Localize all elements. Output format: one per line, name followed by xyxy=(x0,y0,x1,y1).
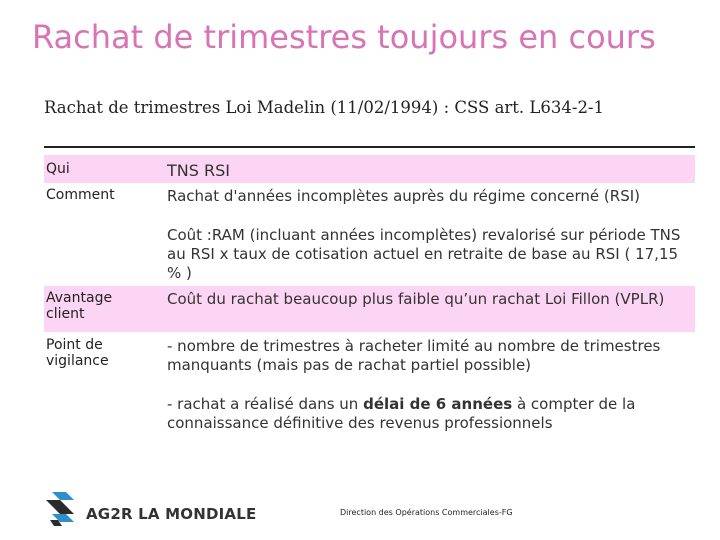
row-comment xyxy=(44,185,695,283)
divider xyxy=(44,146,695,148)
ag2r-logo-mark-icon xyxy=(42,490,84,532)
row-avantage-client xyxy=(44,286,695,332)
row-text-vigilance-2 xyxy=(167,395,692,433)
row-vigilance xyxy=(44,335,695,435)
page-subtitle: Rachat de trimestres Loi Madelin (11/02/1994) : CSS art. L634-2-1 xyxy=(44,98,605,117)
row-text-avantage: Coût du rachat beaucoup plus faible qu’un rachat Loi Fillon (VPLR) xyxy=(167,290,665,308)
vigilance-text-post: à compter de la connaissance définitive des revenus professionnels xyxy=(167,395,636,432)
row-text-qui: TNS RSI xyxy=(167,161,230,180)
vigilance-text-pre: - rachat a réalisé dans un xyxy=(167,395,364,413)
row-text-vigilance-1: - nombre de trimestres à racheter limité au nombre de trimestres manquants (mais pas de rachat partiel possible) xyxy=(167,337,661,374)
footer-text: Direction des Opérations Commerciales-FG xyxy=(340,508,513,517)
logo-text: AG2R LA MONDIALE xyxy=(86,505,257,523)
row-label-qui: Qui xyxy=(46,161,70,177)
row-label-vigilance: Point de vigilance xyxy=(46,337,109,369)
row-label-comment: Comment xyxy=(46,187,115,203)
page-title: Rachat de trimestres toujours en cours xyxy=(32,18,656,56)
row-text-comment-1: Rachat d'années incomplètes auprès du régime concerné (RSI) xyxy=(167,187,641,205)
row-text-comment-2: Coût :RAM (incluant années incomplètes) revalorisé sur période TNS au RSI x taux de cotisation actuel en retraite de base au RSI ( 17,15 % ) xyxy=(167,226,681,282)
row-label-avantage: Avantage client xyxy=(46,290,113,322)
vigilance-text-bold: délai de 6 années xyxy=(363,395,513,413)
row-qui xyxy=(44,155,695,183)
